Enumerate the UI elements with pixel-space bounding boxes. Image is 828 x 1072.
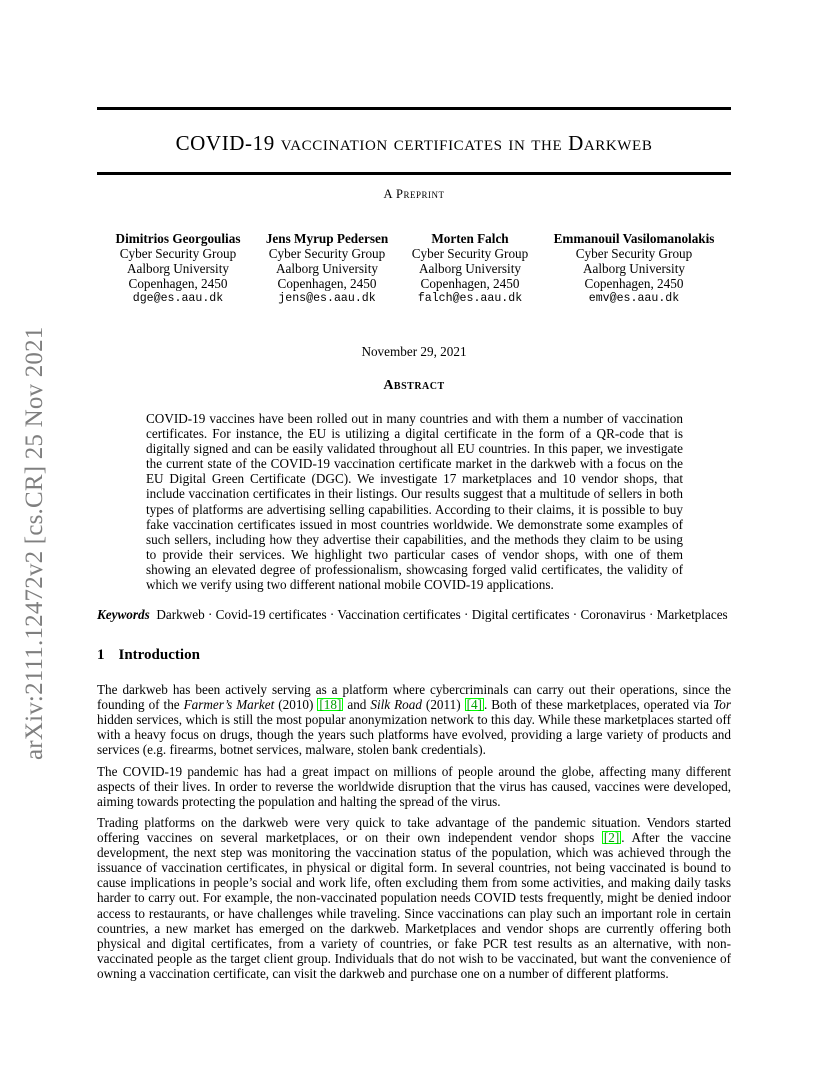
author-city: Copenhagen, 2450 [277, 276, 377, 291]
arxiv-identifier[interactable]: arXiv:2111.12472v2 [cs.CR] 25 Nov 2021 [21, 326, 48, 760]
paragraph-text: hidden services, which is still the most popular anonymization network to this day. While these marketplaces started off with a heavy focus on drugs, though the years such platforms have evolved, providing a large variety of products and services (e.g. firearms, botnet services, malware, stolen bank credentials). [97, 712, 731, 758]
author-email[interactable]: dge@es.aau.dk [132, 292, 224, 305]
author-city: Copenhagen, 2450 [584, 276, 684, 291]
author-group: Cyber Security Group [575, 246, 693, 261]
author-name: Morten Falch [431, 231, 509, 246]
paper-title [97, 131, 731, 156]
citation-link[interactable]: [2] [603, 830, 620, 846]
title-bottom-rule [97, 172, 731, 175]
author-email[interactable]: emv@es.aau.dk [588, 292, 680, 305]
intro-paragraph [97, 815, 731, 981]
author-university: Aalborg University [583, 261, 685, 276]
author-university: Aalborg University [276, 261, 378, 276]
tor-name: Tor [713, 697, 731, 713]
paragraph-text: Trading platforms on the darkweb were very quick to take advantage of the pandemic situation. Vendors started offering vaccines on several marketplaces, or on their own independent vendor shops [97, 815, 731, 846]
author-name: Jens Myrup Pedersen [265, 231, 389, 246]
intro-paragraph: The COVID-19 pandemic has had a great impact on millions of people around the globe, affecting many different aspects of their lives. In order to reverse the worldwide disruption that the virus has caused, vaccines were developed, aiming towards protecting the population and halting the spread of the virus. [97, 764, 731, 810]
abstract-heading: Abstract [383, 378, 445, 393]
author-block [93, 231, 263, 306]
preprint-label: A Preprint [383, 187, 445, 201]
silk-road-name: Silk Road [370, 697, 422, 713]
intro-paragraph [97, 682, 731, 757]
author-university: Aalborg University [419, 261, 521, 276]
title-top-rule [97, 107, 731, 110]
paragraph-text: and [343, 697, 371, 713]
author-city: Copenhagen, 2450 [128, 276, 228, 291]
keywords-text: Darkweb · Covid-19 certificates · Vaccination certificates · Digital certificates · Coronavirus · Marketplaces [156, 607, 728, 622]
section-title: Introduction [118, 647, 200, 663]
paragraph-text: (2010) [274, 697, 318, 713]
author-university: Aalborg University [127, 261, 229, 276]
author-name: Dimitrios Georgoulias [115, 231, 241, 246]
author-email[interactable]: jens@es.aau.dk [278, 292, 376, 305]
keywords-line [97, 607, 737, 623]
author-group: Cyber Security Group [411, 246, 529, 261]
paragraph-text: (2011) [421, 697, 465, 713]
paragraph-text: The darkweb has been actively serving as a platform where cybercriminals can carry out their operations, since the founding of the [97, 682, 731, 713]
citation-link[interactable]: [4] [466, 697, 482, 713]
title-covid: COVID-19 [175, 131, 281, 155]
paragraph-text: . After the vaccine development, the next step was monitoring the vaccination status of the population, which was achieved through the issuance of vaccination certificates, in physical or digital form. In several countries, not being vaccinated is bound to cause implications in people’s social and work life, often excluding them from some activities, and making daily tasks harder to carry out. For example, the non-vaccinated population needs COVID tests frequently, might be denied indoor access to restaurants, or have challenges while traveling. Since vaccinations can play such an important role in certain countries, a new market has emerged on the darkweb. Marketplaces and vendor shops are currently offering both physical and digital certificates, from a variety of countries, or fake PCR test results as an alternative, with non-vaccinated people as the target client group. Individuals that do not wish to be vaccinated, but want the convenience of owning a vaccination certificate, can visit the darkweb and purchase one on a number of different platforms. [97, 830, 731, 981]
citation-link[interactable]: [18] [319, 697, 342, 713]
author-block [385, 231, 555, 306]
paragraph-text: . Both of these marketplaces, operated via [483, 697, 714, 713]
section-number: 1 [97, 647, 105, 663]
publication-date: November 29, 2021 [361, 344, 467, 359]
author-block [549, 231, 719, 306]
abstract-text: COVID-19 vaccines have been rolled out in many countries and with them a number of vaccination certificates. For instance, the EU is utilizing a digital certificate in the form of a QR-code that is digitally signed and can be easily validated throughout all EU countries. In this paper, we investigate the current state of the COVID-19 vaccination certificate market in the darkweb with a focus on the EU Digital Green Certificate (DGC). We investigate 17 marketplaces and 10 vendor shops, that include vaccination certificates in their listings. Our results suggest that a multitude of sellers in both types of platforms are advertising selling capabilities. According to their claims, it is possible to buy fake vaccination certificates issued in most countries worldwide. We demonstrate some examples of such sellers, including how they advertise their capabilities, and the methods they claim to be using to provide their services. We highlight two particular cases of vendor shops, with one of them showing an elevated degree of professionalism, showcasing forged valid certificates, the validity of which we verify using two different national mobile COVID-19 applications. [146, 411, 683, 593]
author-group: Cyber Security Group [268, 246, 386, 261]
author-group: Cyber Security Group [119, 246, 237, 261]
farmers-market-name: Farmer’s Market [183, 697, 275, 713]
author-city: Copenhagen, 2450 [420, 276, 520, 291]
section-heading-introduction [97, 647, 200, 664]
title-end: Darkweb [568, 131, 653, 155]
keywords-label: Keywords [97, 607, 150, 622]
author-email[interactable]: falch@es.aau.dk [417, 292, 523, 305]
author-name: Emmanouil Vasilomanolakis [553, 231, 715, 246]
title-middle: vaccination certificates in the [280, 131, 569, 155]
